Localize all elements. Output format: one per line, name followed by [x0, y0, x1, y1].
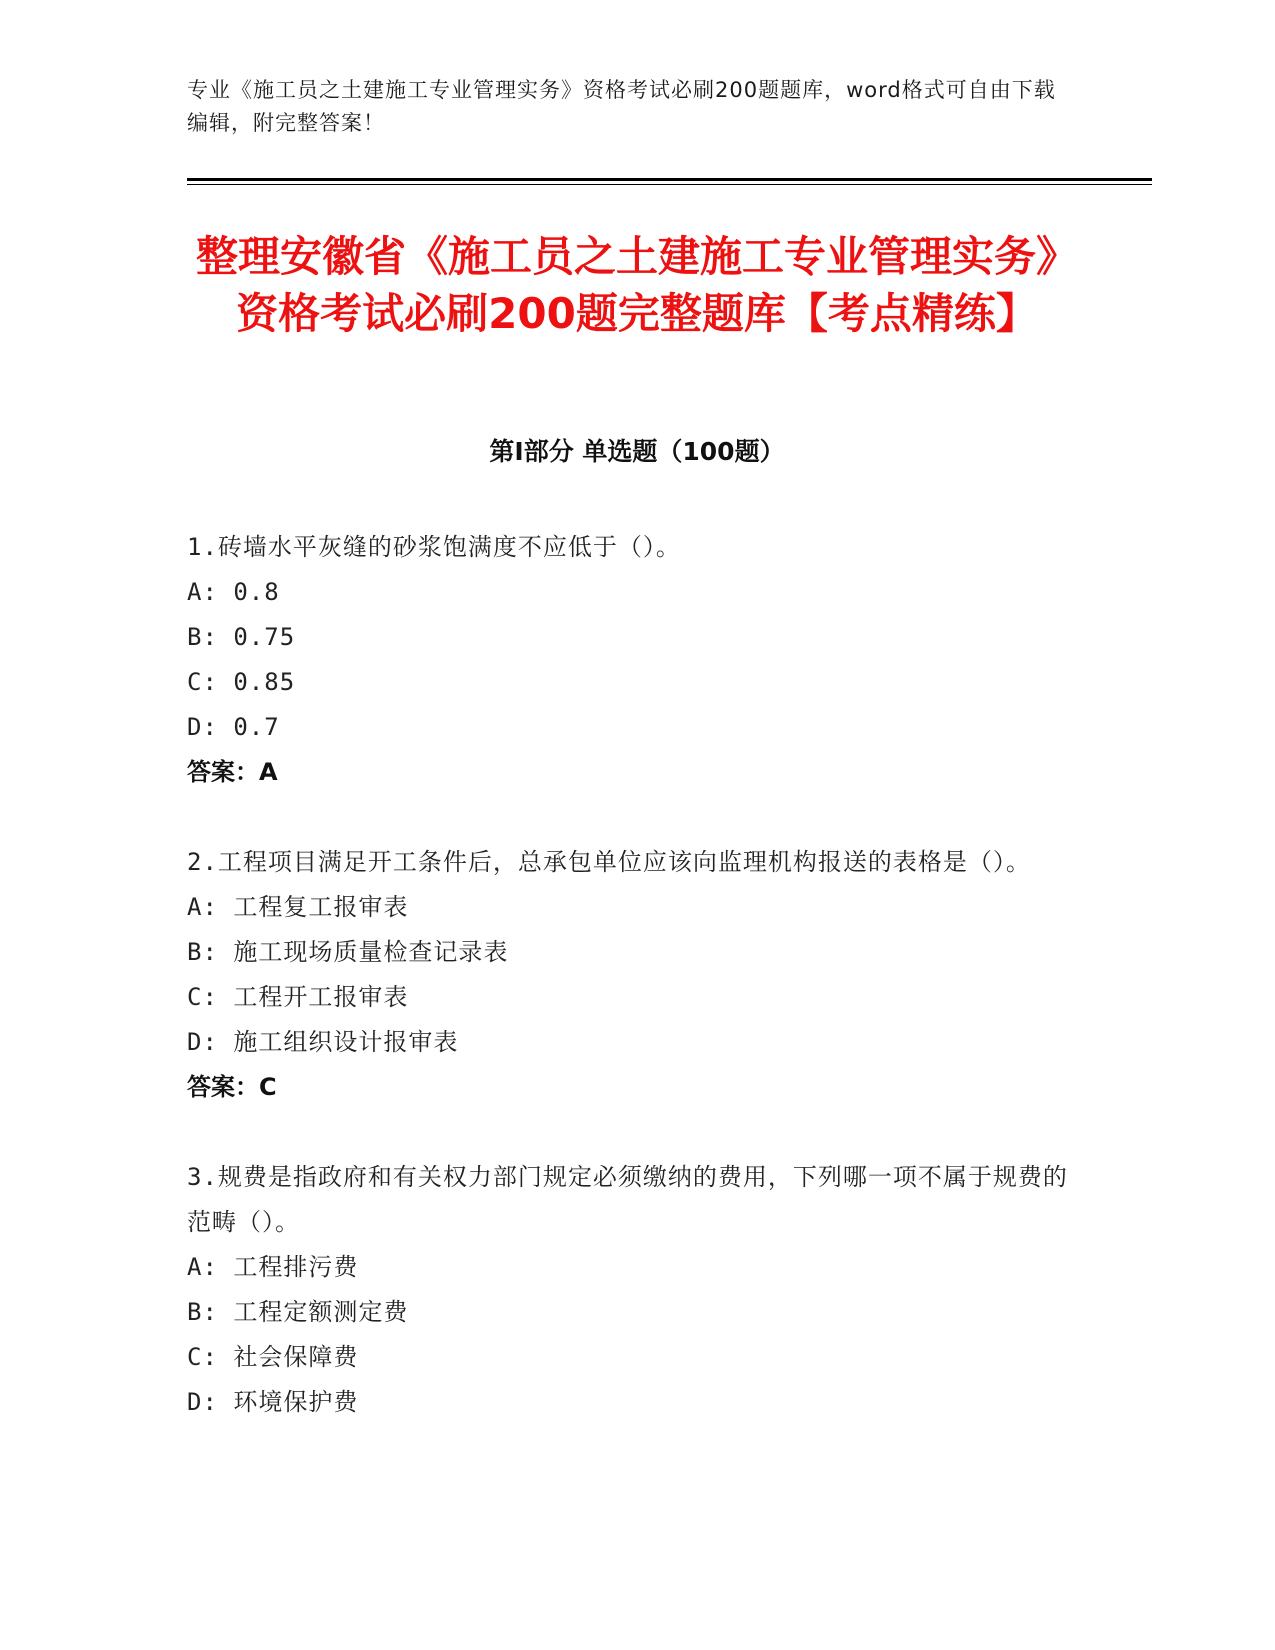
- question-list: [187, 525, 1077, 1470]
- option-a: A: 0.8: [187, 578, 280, 606]
- section-title: 第I部分 单选题（100题）: [489, 437, 785, 466]
- answer-value: A: [259, 758, 278, 786]
- option-d: D: 施工组织设计报审表: [187, 1028, 459, 1056]
- option-b: B: 工程定额测定费: [187, 1298, 409, 1326]
- answer-value: C: [259, 1073, 277, 1101]
- option-b: B: 施工现场质量检查记录表: [187, 938, 509, 966]
- option-b: B: 0.75: [187, 623, 296, 651]
- question-1: [187, 525, 1077, 795]
- question-stem: 2.工程项目满足开工条件后，总承包单位应该向监理机构报送的表格是（）。: [187, 848, 1031, 876]
- answer-line: [187, 1065, 1077, 1110]
- answer-label: 答案：: [187, 1073, 259, 1101]
- header-rule-thin: [187, 184, 1152, 185]
- question-3: [187, 1155, 1077, 1425]
- document-title: 整理安徽省《施工员之土建施工专业管理实务》资格考试必刷200题完整题库【考点精练】: [195, 232, 1078, 338]
- option-d: D: 环境保护费: [187, 1388, 359, 1416]
- question-stem: 1.砖墙水平灰缝的砂浆饱满度不应低于（）。: [187, 533, 681, 561]
- header-rule-thick: [187, 178, 1152, 181]
- answer-line: [187, 750, 1077, 795]
- option-c: C: 工程开工报审表: [187, 983, 409, 1011]
- header-note: 专业《施工员之土建施工专业管理实务》资格考试必刷200题题库，word格式可自由下载编辑，附完整答案！: [187, 78, 1056, 135]
- option-d: D: 0.7: [187, 713, 280, 741]
- option-a: A: 工程复工报审表: [187, 893, 409, 921]
- option-c: C: 社会保障费: [187, 1343, 359, 1371]
- answer-label: 答案：: [187, 758, 259, 786]
- question-2: [187, 840, 1077, 1110]
- question-stem: 3.规费是指政府和有关权力部门规定必须缴纳的费用，下列哪一项不属于规费的范畴（）。: [187, 1163, 1068, 1236]
- option-c: C: 0.85: [187, 668, 296, 696]
- option-a: A: 工程排污费: [187, 1253, 359, 1281]
